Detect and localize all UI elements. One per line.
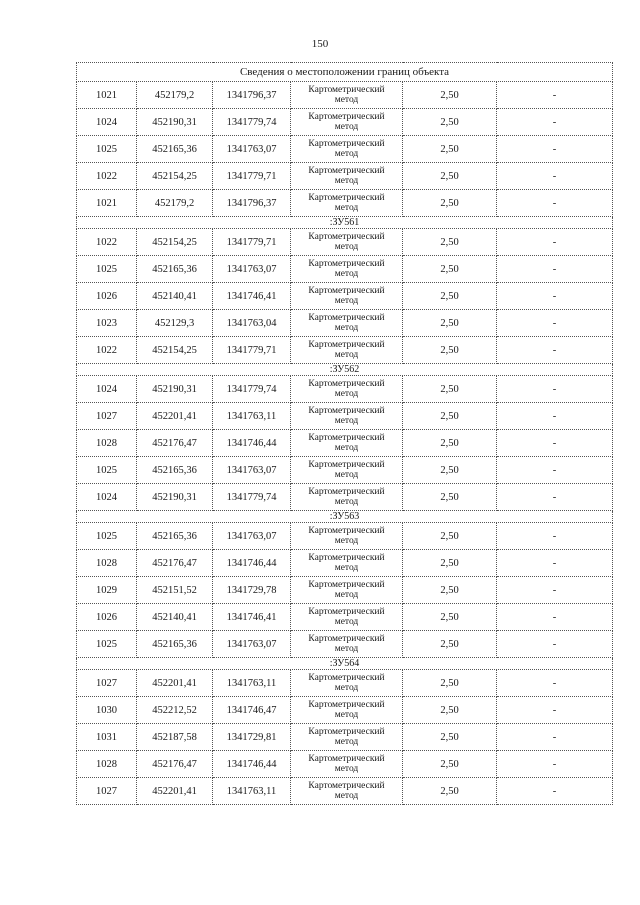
x-coordinate: 452190,31 (137, 109, 213, 136)
note: - (497, 82, 613, 109)
determination-method (291, 457, 403, 484)
method-line-2: метод (334, 176, 359, 186)
method-line-1: Картометрический (308, 433, 385, 443)
point-number: 1027 (77, 403, 137, 430)
point-number: 1027 (77, 670, 137, 697)
method-line-1: Картометрический (308, 580, 385, 590)
method-line-1: Картометрический (308, 139, 385, 149)
y-coordinate: 1341763,11 (213, 778, 291, 805)
table-row (77, 751, 613, 778)
y-coordinate: 1341763,04 (213, 310, 291, 337)
method-line-2: метод (334, 323, 359, 333)
determination-method (291, 604, 403, 631)
table-row (77, 577, 613, 604)
note: - (497, 310, 613, 337)
accuracy: 2,50 (403, 136, 497, 163)
table-row (77, 283, 613, 310)
x-coordinate: 452187,58 (137, 724, 213, 751)
x-coordinate: 452140,41 (137, 283, 213, 310)
point-number: 1025 (77, 523, 137, 550)
point-number: 1026 (77, 283, 137, 310)
determination-method (291, 550, 403, 577)
note: - (497, 190, 613, 217)
note: - (497, 109, 613, 136)
determination-method (291, 670, 403, 697)
x-coordinate: 452154,25 (137, 337, 213, 364)
method-line-1: Картометрический (308, 406, 385, 416)
method-line-1: Картометрический (308, 781, 385, 791)
table-row (77, 376, 613, 403)
table-row (77, 724, 613, 751)
accuracy: 2,50 (403, 457, 497, 484)
determination-method (291, 403, 403, 430)
accuracy: 2,50 (403, 283, 497, 310)
y-coordinate: 1341746,41 (213, 604, 291, 631)
accuracy: 2,50 (403, 670, 497, 697)
point-number: 1023 (77, 310, 137, 337)
note: - (497, 604, 613, 631)
note: - (497, 136, 613, 163)
point-number: 1028 (77, 550, 137, 577)
note: - (497, 631, 613, 658)
table-title-row (77, 63, 613, 82)
point-number: 1031 (77, 724, 137, 751)
table-row (77, 430, 613, 457)
table-row (77, 778, 613, 805)
accuracy: 2,50 (403, 724, 497, 751)
point-number: 1026 (77, 604, 137, 631)
y-coordinate: 1341746,47 (213, 697, 291, 724)
y-coordinate: 1341796,37 (213, 190, 291, 217)
determination-method (291, 751, 403, 778)
determination-method (291, 109, 403, 136)
method-line-2: метод (334, 764, 359, 774)
group-label: :ЗУ563 (77, 511, 613, 523)
note: - (497, 577, 613, 604)
determination-method (291, 82, 403, 109)
y-coordinate: 1341729,81 (213, 724, 291, 751)
x-coordinate: 452165,36 (137, 457, 213, 484)
method-line-2: метод (334, 242, 359, 252)
x-coordinate: 452201,41 (137, 403, 213, 430)
group-header-row (77, 658, 613, 670)
x-coordinate: 452129,3 (137, 310, 213, 337)
method-line-2: метод (334, 389, 359, 399)
table-row (77, 697, 613, 724)
group-label: :ЗУ562 (77, 364, 613, 376)
method-line-2: метод (334, 497, 359, 507)
y-coordinate: 1341779,74 (213, 109, 291, 136)
group-label: :ЗУ561 (77, 217, 613, 229)
x-coordinate: 452165,36 (137, 631, 213, 658)
method-line-1: Картометрический (308, 553, 385, 563)
accuracy: 2,50 (403, 82, 497, 109)
determination-method (291, 376, 403, 403)
determination-method (291, 310, 403, 337)
method-line-1: Картометрический (308, 286, 385, 296)
determination-method (291, 430, 403, 457)
x-coordinate: 452201,41 (137, 778, 213, 805)
group-header-row (77, 364, 613, 376)
method-line-2: метод (334, 617, 359, 627)
determination-method (291, 724, 403, 751)
accuracy: 2,50 (403, 751, 497, 778)
table-row (77, 109, 613, 136)
point-number: 1022 (77, 229, 137, 256)
method-line-2: метод (334, 470, 359, 480)
method-line-2: метод (334, 683, 359, 693)
method-line-1: Картометрический (308, 85, 385, 95)
method-line-2: метод (334, 710, 359, 720)
y-coordinate: 1341763,07 (213, 256, 291, 283)
y-coordinate: 1341763,11 (213, 403, 291, 430)
note: - (497, 751, 613, 778)
method-line-1: Картометрический (308, 259, 385, 269)
method-line-1: Картометрический (308, 634, 385, 644)
method-line-1: Картометрический (308, 340, 385, 350)
y-coordinate: 1341779,71 (213, 229, 291, 256)
accuracy: 2,50 (403, 337, 497, 364)
x-coordinate: 452154,25 (137, 163, 213, 190)
method-line-1: Картометрический (308, 193, 385, 203)
page-number: 150 (311, 38, 329, 50)
note: - (497, 283, 613, 310)
y-coordinate: 1341779,74 (213, 376, 291, 403)
method-line-1: Картометрический (308, 754, 385, 764)
method-line-2: метод (334, 590, 359, 600)
point-number: 1022 (77, 337, 137, 364)
determination-method (291, 283, 403, 310)
note: - (497, 256, 613, 283)
determination-method (291, 256, 403, 283)
table-row (77, 604, 613, 631)
x-coordinate: 452165,36 (137, 256, 213, 283)
table-row (77, 403, 613, 430)
y-coordinate: 1341746,44 (213, 430, 291, 457)
method-line-1: Картометрический (308, 112, 385, 122)
x-coordinate: 452165,36 (137, 523, 213, 550)
accuracy: 2,50 (403, 109, 497, 136)
group-header-row (77, 217, 613, 229)
group-header-row (77, 511, 613, 523)
point-number: 1025 (77, 136, 137, 163)
method-line-2: метод (334, 443, 359, 453)
table-row (77, 190, 613, 217)
determination-method (291, 577, 403, 604)
point-number: 1029 (77, 577, 137, 604)
note: - (497, 376, 613, 403)
x-coordinate: 452140,41 (137, 604, 213, 631)
point-number: 1028 (77, 751, 137, 778)
table-row (77, 631, 613, 658)
accuracy: 2,50 (403, 523, 497, 550)
y-coordinate: 1341779,71 (213, 337, 291, 364)
accuracy: 2,50 (403, 256, 497, 283)
note: - (497, 484, 613, 511)
method-line-1: Картометрический (308, 727, 385, 737)
x-coordinate: 452190,31 (137, 484, 213, 511)
method-line-1: Картометрический (308, 700, 385, 710)
table-row (77, 670, 613, 697)
note: - (497, 337, 613, 364)
accuracy: 2,50 (403, 697, 497, 724)
accuracy: 2,50 (403, 163, 497, 190)
determination-method (291, 484, 403, 511)
note: - (497, 457, 613, 484)
note: - (497, 163, 613, 190)
determination-method (291, 523, 403, 550)
accuracy: 2,50 (403, 550, 497, 577)
determination-method (291, 778, 403, 805)
note: - (497, 229, 613, 256)
point-number: 1024 (77, 109, 137, 136)
method-line-2: метод (334, 269, 359, 279)
method-line-2: метод (334, 536, 359, 546)
accuracy: 2,50 (403, 577, 497, 604)
method-line-1: Картометрический (308, 607, 385, 617)
group-label: :ЗУ564 (77, 658, 613, 670)
point-number: 1021 (77, 82, 137, 109)
x-coordinate: 452176,47 (137, 430, 213, 457)
table-row (77, 310, 613, 337)
x-coordinate: 452179,2 (137, 82, 213, 109)
point-number: 1028 (77, 430, 137, 457)
x-coordinate: 452190,31 (137, 376, 213, 403)
x-coordinate: 452154,25 (137, 229, 213, 256)
table-row (77, 457, 613, 484)
y-coordinate: 1341746,44 (213, 550, 291, 577)
method-line-2: метод (334, 350, 359, 360)
determination-method (291, 163, 403, 190)
accuracy: 2,50 (403, 190, 497, 217)
point-number: 1024 (77, 484, 137, 511)
table-row (77, 256, 613, 283)
determination-method (291, 136, 403, 163)
accuracy: 2,50 (403, 376, 497, 403)
table-row (77, 82, 613, 109)
y-coordinate: 1341763,07 (213, 136, 291, 163)
accuracy: 2,50 (403, 310, 497, 337)
method-line-2: метод (334, 95, 359, 105)
point-number: 1024 (77, 376, 137, 403)
accuracy: 2,50 (403, 631, 497, 658)
note: - (497, 550, 613, 577)
point-number: 1021 (77, 190, 137, 217)
y-coordinate: 1341763,11 (213, 670, 291, 697)
method-line-2: метод (334, 563, 359, 573)
x-coordinate: 452179,2 (137, 190, 213, 217)
y-coordinate: 1341763,07 (213, 523, 291, 550)
y-coordinate: 1341796,37 (213, 82, 291, 109)
table-row (77, 229, 613, 256)
x-coordinate: 452201,41 (137, 670, 213, 697)
method-line-2: метод (334, 296, 359, 306)
method-line-1: Картометрический (308, 673, 385, 683)
note: - (497, 724, 613, 751)
determination-method (291, 337, 403, 364)
accuracy: 2,50 (403, 403, 497, 430)
method-line-1: Картометрический (308, 166, 385, 176)
method-line-2: метод (334, 149, 359, 159)
point-number: 1025 (77, 631, 137, 658)
boundary-points-table (76, 62, 613, 805)
point-number: 1025 (77, 256, 137, 283)
x-coordinate: 452176,47 (137, 751, 213, 778)
table-row (77, 163, 613, 190)
x-coordinate: 452176,47 (137, 550, 213, 577)
point-number: 1027 (77, 778, 137, 805)
note: - (497, 430, 613, 457)
y-coordinate: 1341779,71 (213, 163, 291, 190)
note: - (497, 523, 613, 550)
x-coordinate: 452165,36 (137, 136, 213, 163)
note: - (497, 697, 613, 724)
y-coordinate: 1341763,07 (213, 457, 291, 484)
table-title: Сведения о местоположении границ объекта (77, 63, 613, 82)
y-coordinate: 1341763,07 (213, 631, 291, 658)
table-row (77, 523, 613, 550)
table-row (77, 337, 613, 364)
point-number: 1022 (77, 163, 137, 190)
method-line-1: Картометрический (308, 379, 385, 389)
method-line-2: метод (334, 203, 359, 213)
method-line-2: метод (334, 644, 359, 654)
y-coordinate: 1341729,78 (213, 577, 291, 604)
determination-method (291, 697, 403, 724)
method-line-1: Картометрический (308, 313, 385, 323)
method-line-2: метод (334, 737, 359, 747)
accuracy: 2,50 (403, 604, 497, 631)
table-row (77, 136, 613, 163)
method-line-2: метод (334, 791, 359, 801)
method-line-1: Картометрический (308, 487, 385, 497)
accuracy: 2,50 (403, 778, 497, 805)
note: - (497, 778, 613, 805)
method-line-1: Картометрический (308, 232, 385, 242)
method-line-2: метод (334, 416, 359, 426)
table-row (77, 484, 613, 511)
note: - (497, 670, 613, 697)
table-row (77, 550, 613, 577)
method-line-1: Картометрический (308, 526, 385, 536)
y-coordinate: 1341746,44 (213, 751, 291, 778)
y-coordinate: 1341746,41 (213, 283, 291, 310)
y-coordinate: 1341779,74 (213, 484, 291, 511)
accuracy: 2,50 (403, 430, 497, 457)
accuracy: 2,50 (403, 484, 497, 511)
determination-method (291, 190, 403, 217)
method-line-1: Картометрический (308, 460, 385, 470)
x-coordinate: 452212,52 (137, 697, 213, 724)
accuracy: 2,50 (403, 229, 497, 256)
note: - (497, 403, 613, 430)
method-line-2: метод (334, 122, 359, 132)
point-number: 1030 (77, 697, 137, 724)
determination-method (291, 631, 403, 658)
determination-method (291, 229, 403, 256)
point-number: 1025 (77, 457, 137, 484)
x-coordinate: 452151,52 (137, 577, 213, 604)
